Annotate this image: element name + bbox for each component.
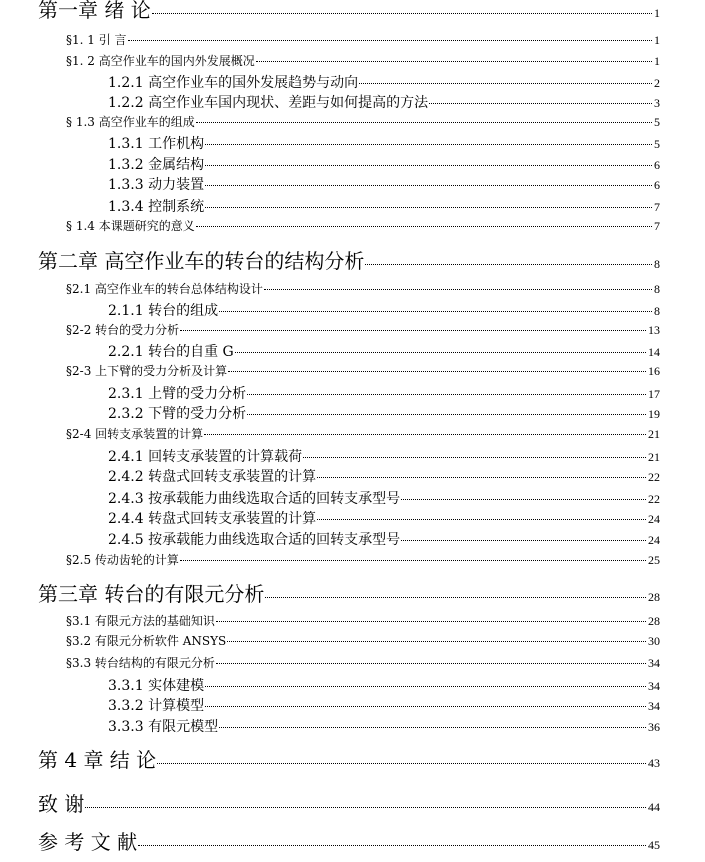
toc-entry-sec: [66, 31, 660, 48]
toc-page-number: 14: [648, 345, 660, 359]
toc-leader-dots: [359, 82, 652, 84]
toc-entry-sec: [66, 632, 660, 649]
toc-entry-title: 1.2.1 高空作业车的国外发展趋势与动向: [108, 75, 359, 91]
toc-leader-dots: [247, 393, 646, 395]
toc-page-number: 1: [654, 6, 660, 20]
toc-page-number: 8: [654, 282, 660, 296]
toc-leader-dots: [180, 329, 646, 331]
toc-leader-dots: [401, 539, 646, 541]
toc-entry-sec: [66, 217, 660, 234]
toc-page-number: 24: [648, 512, 660, 526]
toc-entry-title: §3.1 有限元方法的基础知识: [66, 614, 215, 628]
toc-page-number: 7: [654, 200, 660, 214]
toc-entry-title: 1.3.1 工作机构: [108, 136, 205, 152]
toc-entry-title: §2-3 上下臂的受力分析及计算: [66, 364, 228, 378]
toc-entry-sub: [108, 72, 660, 92]
toc-entry-sub: [108, 300, 660, 320]
toc-entry-title: §1. 1 引 言: [66, 33, 127, 47]
toc-entry-title: 2.3.2 下臂的受力分析: [108, 406, 247, 422]
toc-entry-sec: [66, 362, 660, 379]
toc-entry-sub: [108, 488, 660, 508]
toc-entry-chap: [38, 0, 660, 23]
toc-entry-sub: [108, 446, 660, 466]
toc-page-number: 24: [648, 533, 660, 547]
toc-page-number: 28: [648, 590, 660, 604]
toc-entry-title: 2.3.1 上臂的受力分析: [108, 386, 247, 402]
toc-entry-title: §3.2 有限元分析软件 ANSYS: [66, 634, 227, 648]
toc-entry-title: 致 谢: [38, 792, 85, 816]
toc-entry-sec: [66, 425, 660, 442]
toc-leader-dots: [205, 184, 652, 186]
toc-page-number: 19: [648, 407, 660, 421]
toc-page-number: 6: [654, 178, 660, 192]
toc-entry-sub: [108, 508, 660, 528]
toc-page-number: 28: [648, 614, 660, 628]
toc-page-number: 36: [648, 720, 660, 734]
toc-leader-dots: [138, 844, 646, 846]
toc-leader-dots: [216, 662, 646, 664]
toc-page-number: 8: [654, 257, 660, 271]
toc-leader-dots: [247, 413, 646, 415]
toc-page-number: 34: [648, 679, 660, 693]
toc-leader-dots: [180, 559, 646, 561]
toc-entry-sub: [108, 675, 660, 695]
toc-leader-dots: [265, 596, 646, 598]
toc-page-number: 5: [654, 115, 660, 129]
toc-entry-title: §1. 2 高空作业车的国内外发展概况: [66, 54, 255, 68]
toc-entry-title: 2.4.2 转盘式回转支承装置的计算: [108, 469, 317, 485]
toc-leader-dots: [216, 620, 646, 622]
toc-entry-title: §2.5 传动齿轮的计算: [66, 553, 179, 567]
toc-page-number: 1: [654, 33, 660, 47]
toc-page-number: 16: [648, 364, 660, 378]
toc-leader-dots: [264, 288, 652, 290]
toc-entry-sec: [66, 321, 660, 338]
toc-page-number: 34: [648, 656, 660, 670]
toc-entry-sub: [108, 383, 660, 403]
toc-entry-sub: [108, 716, 660, 736]
toc-leader-dots: [219, 726, 646, 728]
toc-leader-dots: [205, 206, 652, 208]
toc-leader-dots: [227, 640, 646, 642]
toc-leader-dots: [157, 762, 646, 764]
toc-entry-sub: [108, 174, 660, 194]
toc-entry-title: 3.3.1 实体建模: [108, 678, 205, 694]
toc-page-number: 17: [648, 387, 660, 401]
toc-entry-chap: [38, 788, 660, 817]
toc-entry-sec: [66, 52, 660, 69]
toc-page-number: 3: [654, 96, 660, 110]
toc-page-number: 21: [648, 450, 660, 464]
toc-entry-title: 2.1.1 转台的组成: [108, 303, 219, 319]
toc-entry-sub: [108, 403, 660, 423]
toc-entry-sec: [66, 113, 660, 130]
toc-entry-title: 3.3.2 计算模型: [108, 698, 205, 714]
toc-entry-chap: [38, 826, 660, 855]
toc-entry-title: 第一章 绪 论: [38, 0, 151, 22]
toc-page-number: 30: [648, 634, 660, 648]
toc-entry-sub: [108, 154, 660, 174]
toc-leader-dots: [205, 685, 646, 687]
toc-leader-dots: [204, 433, 646, 435]
toc-leader-dots: [429, 102, 652, 104]
toc-page-number: 34: [648, 699, 660, 713]
toc-entry-chap: [38, 578, 660, 607]
toc-leader-dots: [205, 705, 646, 707]
toc-entry-title: 2.4.1 回转支承装置的计算载荷: [108, 449, 303, 465]
toc-entry-title: 第二章 高空作业车的转台的结构分析: [38, 249, 365, 273]
toc-leader-dots: [85, 806, 646, 808]
toc-entry-title: 1.2.2 高空作业车国内现状、差距与如何提高的方法: [108, 95, 429, 111]
toc-leader-dots: [235, 351, 646, 353]
toc-entry-title: 3.3.3 有限元模型: [108, 719, 219, 735]
toc-entry-sec: [66, 612, 660, 629]
toc-page-number: 43: [648, 756, 660, 770]
toc-entry-sub: [108, 341, 660, 361]
toc-entry-chap: [38, 245, 660, 274]
toc-leader-dots: [196, 121, 652, 123]
toc-entry-title: 第 4 章 结 论: [38, 748, 157, 772]
toc-entry-sec: [66, 280, 660, 297]
toc-leader-dots: [128, 39, 652, 41]
toc-leader-dots: [205, 143, 652, 145]
toc-entry-sec: [66, 654, 660, 671]
toc-page-number: 22: [648, 492, 660, 506]
toc-leader-dots: [196, 225, 652, 227]
toc-entry-title: 2.4.3 按承载能力曲线选取合适的回转支承型号: [108, 491, 401, 507]
toc-entry-sub: [108, 695, 660, 715]
toc-page-number: 25: [648, 553, 660, 567]
toc-page-number: 22: [648, 470, 660, 484]
toc-page-number: 1: [654, 54, 660, 68]
toc-entry-title: 参 考 文 献: [38, 830, 138, 854]
toc-entry-chap: [38, 744, 660, 773]
toc-entry-sub: [108, 133, 660, 153]
toc-entry-title: 1.3.4 控制系统: [108, 199, 205, 215]
toc-leader-dots: [205, 164, 652, 166]
toc-page-number: 2: [654, 76, 660, 90]
toc-page-number: 8: [654, 304, 660, 318]
toc-entry-sub: [108, 466, 660, 486]
toc-leader-dots: [317, 518, 646, 520]
toc-entry-title: §2-4 回转支承装置的计算: [66, 427, 204, 441]
toc-entry-title: § 1.3 高空作业车的组成: [66, 115, 195, 129]
toc-entry-title: § 1.4 本课题研究的意义: [66, 219, 195, 233]
toc-entry-title: §3.3 转台结构的有限元分析: [66, 656, 215, 670]
toc-entry-title: 2.4.5 按承载能力曲线选取合适的回转支承型号: [108, 532, 401, 548]
toc-entry-title: 2.4.4 转盘式回转支承装置的计算: [108, 511, 317, 527]
toc-page-number: 5: [654, 137, 660, 151]
toc-leader-dots: [219, 310, 652, 312]
toc-leader-dots: [303, 456, 646, 458]
toc-page-number: 21: [648, 427, 660, 441]
toc-entry-title: 1.3.3 动力装置: [108, 177, 205, 193]
toc-entry-sub: [108, 529, 660, 549]
toc-entry-sub: [108, 196, 660, 216]
toc-entry-title: 1.3.2 金属结构: [108, 157, 205, 173]
toc-entry-sec: [66, 551, 660, 568]
toc-entry-title: 第三章 转台的有限元分析: [38, 582, 265, 606]
toc-page-number: 13: [648, 323, 660, 337]
toc-leader-dots: [152, 12, 652, 14]
toc-leader-dots: [317, 476, 646, 478]
toc-leader-dots: [228, 370, 646, 372]
toc-entry-sub: [108, 92, 660, 112]
toc-leader-dots: [256, 60, 652, 62]
toc-page-number: 44: [648, 800, 660, 814]
toc-leader-dots: [401, 498, 646, 500]
toc-leader-dots: [365, 263, 652, 265]
toc-entry-title: §2-2 转台的受力分析: [66, 323, 180, 337]
toc-entry-title: 2.2.1 转台的自重 G: [108, 344, 234, 360]
toc-page-number: 45: [648, 838, 660, 852]
toc-page-number: 7: [654, 219, 660, 233]
toc-entry-title: §2.1 高空作业车的转台总体结构设计: [66, 282, 263, 296]
toc-page-number: 6: [654, 158, 660, 172]
